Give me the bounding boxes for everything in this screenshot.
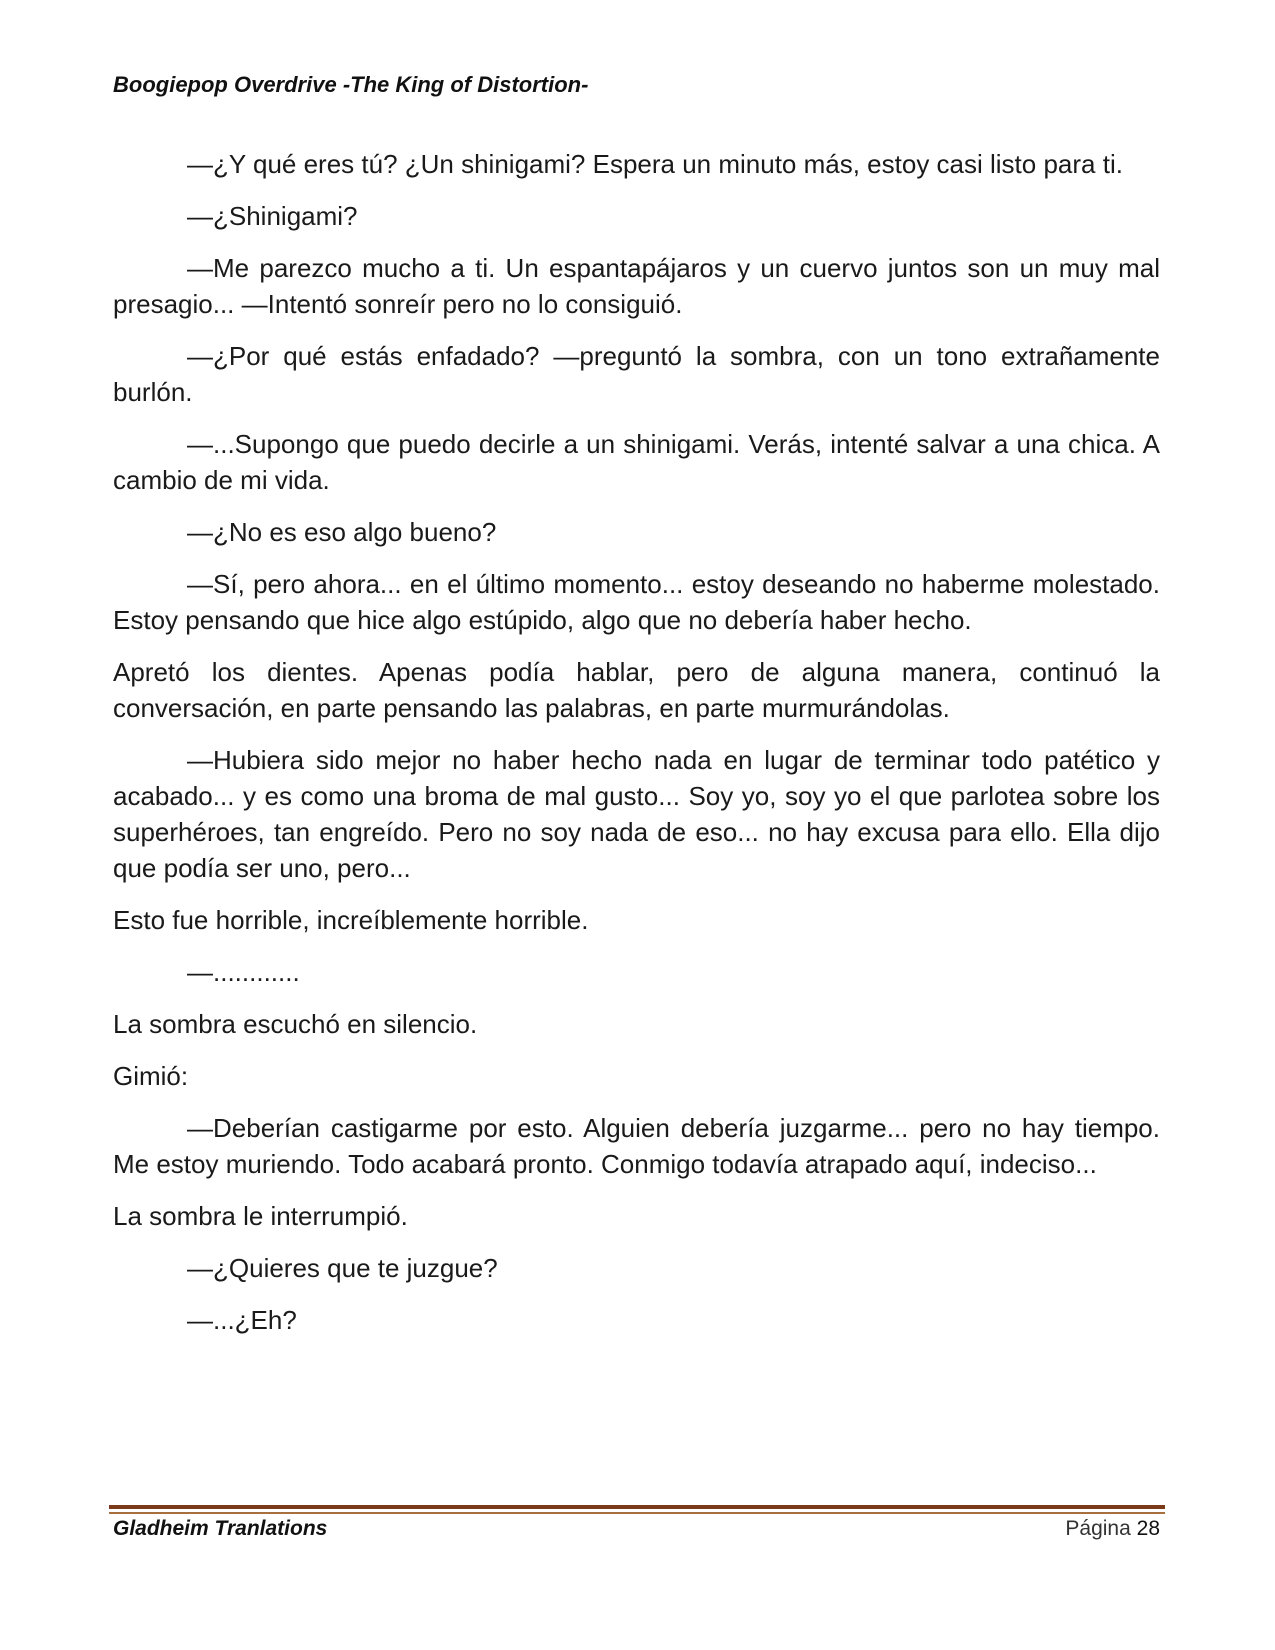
paragraph: —...Supongo que puedo decirle a un shinigami. Verás, intenté salvar a una chica. A cambio de mi vida. xyxy=(113,429,1160,495)
paragraph: La sombra escuchó en silencio. xyxy=(113,1009,478,1039)
paragraph: Esto fue horrible, increíblemente horrible. xyxy=(113,905,589,935)
footer-credit: Gladheim Tranlations xyxy=(113,1517,328,1540)
paragraph: —¿Por qué estás enfadado? —preguntó la sombra, con un tono extrañamente burlón. xyxy=(113,341,1160,407)
paragraph: Gimió: xyxy=(113,1061,189,1091)
running-header: Boogiepop Overdrive -The King of Distortion- xyxy=(113,72,589,97)
body-text xyxy=(113,146,1160,1354)
paragraph: —¿Quieres que te juzgue? xyxy=(187,1253,498,1283)
paragraph: —Sí, pero ahora... en el último momento... estoy deseando no haberme molestado. Estoy pensando que hice algo estúpido, algo que no debería haber hecho. xyxy=(113,569,1160,635)
paragraph: —Me parezco mucho a ti. Un espantapájaros y un cuervo juntos son un muy mal presagio... —Intentó sonreír pero no lo consiguió. xyxy=(113,253,1160,319)
footer-rule-thick xyxy=(109,1505,1165,1509)
page-number-value: 28 xyxy=(1136,1517,1160,1540)
paragraph: La sombra le interrumpió. xyxy=(113,1201,408,1231)
footer-rule-thin xyxy=(109,1512,1165,1514)
paragraph: —¿Shinigami? xyxy=(187,201,358,231)
paragraph: —¿Y qué eres tú? ¿Un shinigami? Espera un minuto más, estoy casi listo para ti. xyxy=(187,149,1123,179)
paragraph: —............ xyxy=(187,957,300,987)
paragraph: —Deberían castigarme por esto. Alguien debería juzgarme... pero no hay tiempo. Me estoy muriendo. Todo acabará pronto. Conmigo todavía atrapado aquí, indeciso... xyxy=(113,1113,1160,1179)
paragraph: —...¿Eh? xyxy=(187,1305,297,1335)
paragraph: —Hubiera sido mejor no haber hecho nada en lugar de terminar todo patético y acabado... y es como una broma de mal gusto... Soy yo, soy yo el que parlotea sobre los superhéroes, tan engreído. Pero no soy nada de eso... no hay excusa para ello. Ella dijo que podía ser uno, pero... xyxy=(113,745,1160,883)
page-label: Página xyxy=(1065,1517,1131,1540)
paragraph: —¿No es eso algo bueno? xyxy=(187,517,497,547)
paragraph: Apretó los dientes. Apenas podía hablar, pero de alguna manera, continuó la conversación, en parte pensando las palabras, en parte murmurándolas. xyxy=(113,657,1160,723)
page-number xyxy=(1065,1517,1160,1541)
